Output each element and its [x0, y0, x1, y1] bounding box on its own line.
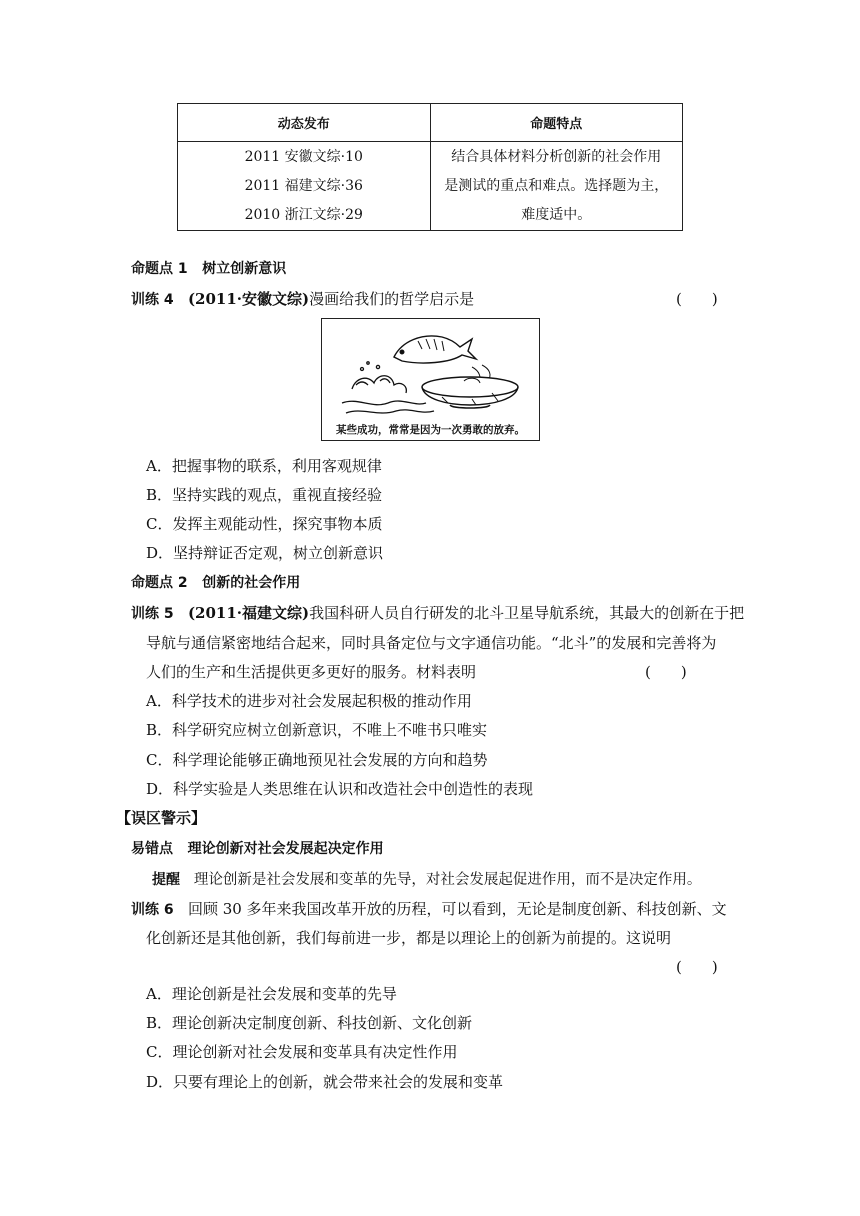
table-header-feature: 命题特点	[430, 104, 683, 142]
exercise-4-stem	[131, 288, 474, 309]
point-2-label: 命题点 2	[131, 575, 188, 591]
exercise-5-source: (2011·福建文综)	[187, 604, 310, 622]
release-item: 2011 福建文综·36	[244, 177, 363, 194]
exercise-6-option-c[interactable]: C．理论创新对社会发展和变革具有决定性作用	[146, 1043, 458, 1061]
exercise-6-stem-line-2: 化创新还是其他创新，我们每前进一步，都是以理论上的创新为前提的。这说明	[146, 929, 672, 947]
exercise-4-question: 漫画给我们的哲学启示是	[309, 290, 475, 308]
exercise-5-answer-bracket[interactable]: ( )	[645, 663, 687, 681]
release-item: 2010 浙江文综·29	[244, 206, 363, 223]
feature-line: 难度适中。	[521, 206, 592, 223]
exercise-5-stem-line-3: 人们的生产和生活提供更多更好的服务。材料表明	[146, 663, 477, 681]
table-cell-features	[430, 142, 683, 231]
feature-line: 结合具体材料分析创新的社会作用	[451, 148, 662, 165]
exercise-4-option-a[interactable]: A．把握事物的联系，利用客观规律	[146, 457, 382, 475]
reminder-label: 提醒	[152, 872, 180, 888]
point-2-title: 创新的社会作用	[202, 575, 301, 591]
exercise-6-option-d[interactable]: D．只要有理论上的创新，就会带来社会的发展和变革	[146, 1073, 504, 1091]
exercise-6-option-b[interactable]: B．理论创新决定制度创新、科技创新、文化创新	[146, 1014, 473, 1032]
exercise-5-text: 我国科研人员自行研发的北斗卫星导航系统，其最大的创新在于把	[309, 604, 745, 622]
point-1-label: 命题点 1	[131, 261, 188, 277]
reminder-text: 理论创新是社会发展和变革的先导，对社会发展起促进作用，而不是决定作用。	[193, 872, 702, 888]
feature-line: 是测试的重点和难点。选择题为主，	[444, 177, 669, 194]
mistake-heading	[131, 838, 384, 858]
cartoon-drawing	[322, 319, 539, 419]
mistake-label: 易错点	[131, 841, 173, 857]
point-2-heading	[131, 572, 300, 592]
exercise-5-option-d[interactable]: D．科学实验是人类思维在认识和改造社会中创造性的表现	[146, 780, 534, 798]
reminder	[152, 868, 701, 889]
cartoon-illustration	[321, 318, 540, 441]
exercise-5-label: 训练 5	[131, 606, 174, 622]
exercise-6-option-a[interactable]: A．理论创新是社会发展和变革的先导	[146, 985, 397, 1003]
exercise-5-stem-line-2: 导航与通信紧密地结合起来，同时具备定位与文字通信功能。“北斗”的发展和完善将为	[146, 634, 717, 652]
table-cell-releases	[178, 142, 431, 231]
exercise-6-label: 训练 6	[131, 902, 174, 918]
exercise-4-option-d[interactable]: D．坚持辩证否定观，树立创新意识	[146, 544, 384, 562]
release-item: 2011 安徽文综·10	[244, 148, 363, 165]
point-1-heading	[131, 258, 286, 278]
exercise-4-source: (2011·安徽文综)	[187, 290, 310, 308]
exercise-4-option-c[interactable]: C．发挥主观能动性，探究事物本质	[146, 515, 383, 533]
exercise-5-option-a[interactable]: A．科学技术的进步对社会发展起积极的推动作用	[146, 692, 472, 710]
exercise-6-text: 回顾 30 多年来我国改革开放的历程，可以看到，无论是制度创新、科技创新、文	[187, 900, 727, 918]
cartoon-caption: 某些成功，常常是因为一次勇敢的放弃。	[336, 424, 525, 436]
exercise-4-option-b[interactable]: B．坚持实践的观点，重视直接经验	[146, 486, 383, 504]
exercise-5-option-c[interactable]: C．科学理论能够正确地预见社会发展的方向和趋势	[146, 751, 488, 769]
exercise-6-stem-line-1	[131, 898, 727, 919]
warning-heading: 【误区警示】	[116, 809, 207, 827]
mistake-title: 理论创新对社会发展起决定作用	[187, 841, 384, 857]
point-1-title: 树立创新意识	[202, 261, 287, 277]
exercise-5-stem-line-1	[131, 602, 744, 623]
exam-info-table	[177, 103, 683, 231]
table-header-release: 动态发布	[178, 104, 431, 142]
exercise-6-answer-bracket[interactable]: ( )	[676, 958, 718, 976]
exercise-4-answer-bracket[interactable]: ( )	[676, 290, 718, 308]
exercise-4-label: 训练 4	[131, 292, 174, 308]
exercise-5-option-b[interactable]: B．科学研究应树立创新意识，不唯上不唯书只唯实	[146, 721, 488, 739]
